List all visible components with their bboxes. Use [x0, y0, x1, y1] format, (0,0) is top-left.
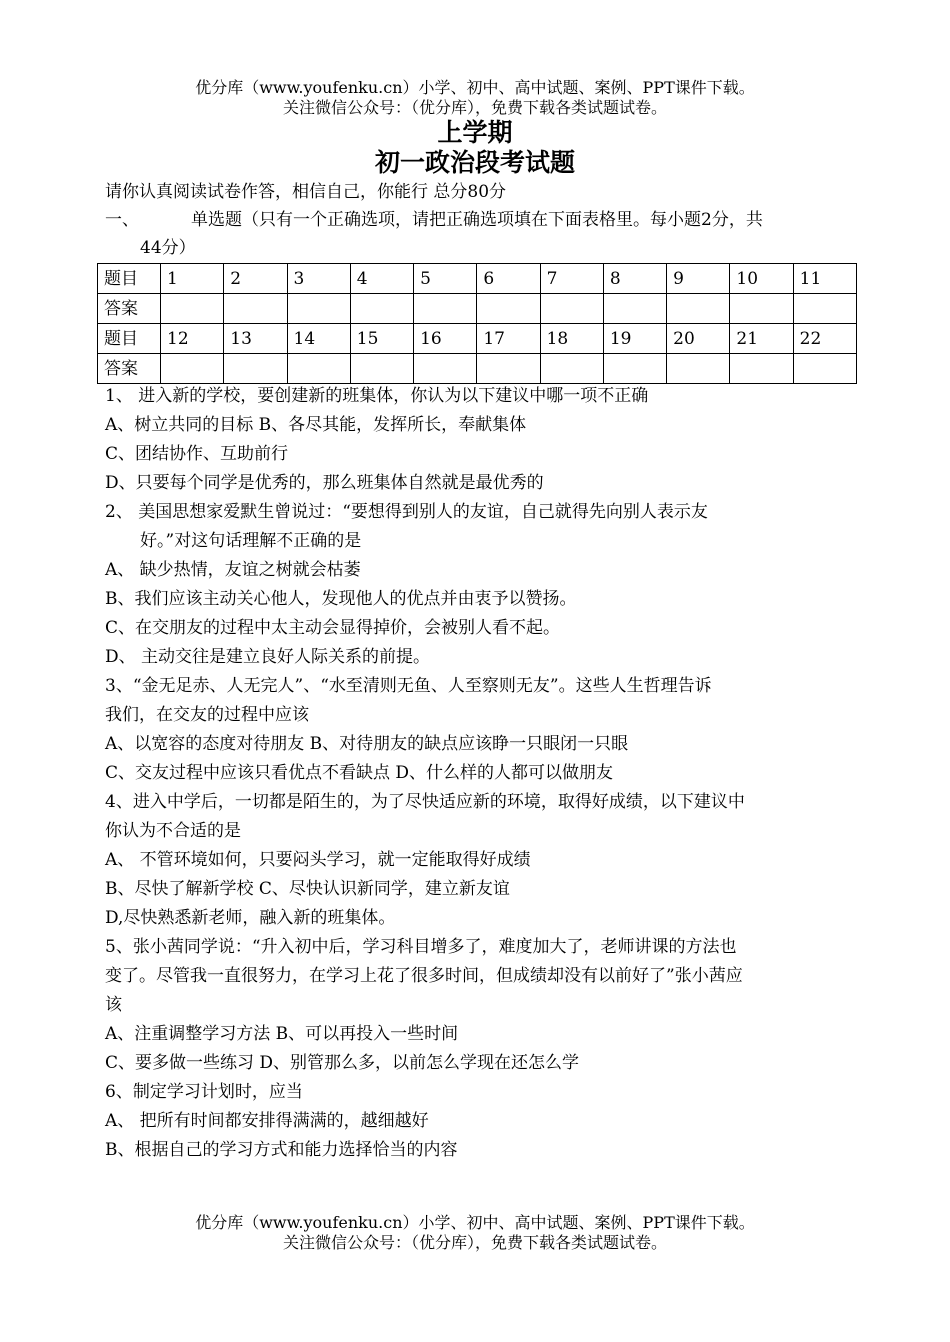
- table-cell: 3: [287, 264, 350, 294]
- question-line: D、 主动交往是建立良好人际关系的前提。: [105, 647, 431, 667]
- section-heading: [105, 206, 763, 234]
- question-line: A、以宽容的态度对待朋友 B、对待朋友的缺点应该睁一只眼闭一只眼: [105, 734, 629, 754]
- page-header: [0, 78, 950, 118]
- question-line: D、只要每个同学是优秀的，那么班集体自然就是最优秀的: [105, 473, 544, 493]
- table-label-question: 题目: [98, 324, 161, 354]
- footer-line-1: 优分库（www.youfenku.cn）小学、初中、高中试题、案例、PPT课件下载。: [195, 1213, 755, 1232]
- answer-cell[interactable]: [667, 354, 730, 384]
- footer-line-2: 关注微信公众号：（优分库），免费下载各类试题试卷。: [282, 1233, 667, 1252]
- answer-cell[interactable]: [224, 294, 287, 324]
- table-cell: 10: [730, 264, 793, 294]
- table-label-answer: 答案: [98, 294, 161, 324]
- table-cell: 1: [161, 264, 224, 294]
- table-label-answer: 答案: [98, 354, 161, 384]
- question-line: D,尽快熟悉新老师，融入新的班集体。: [105, 908, 396, 928]
- question-line: 你认为不合适的是: [105, 821, 241, 841]
- answer-cell[interactable]: [730, 354, 793, 384]
- question-line: 5、张小茜同学说：“升入初中后，学习科目增多了，难度加大了，老师讲课的方法也: [105, 937, 737, 957]
- section-instructions-cont: 44分）: [140, 238, 196, 258]
- table-cell: 17: [477, 324, 540, 354]
- table-cell: 6: [477, 264, 540, 294]
- table-row: [98, 324, 857, 354]
- question-line: B、尽快了解新学校 C、尽快认识新同学，建立新友谊: [105, 879, 510, 899]
- answer-cell[interactable]: [414, 354, 477, 384]
- section-number: 一、: [105, 210, 139, 230]
- table-cell: 19: [603, 324, 666, 354]
- answer-cell[interactable]: [414, 294, 477, 324]
- page-subtitle: 初一政治段考试题: [374, 148, 575, 177]
- answer-cell[interactable]: [730, 294, 793, 324]
- answer-cell[interactable]: [793, 294, 856, 324]
- answer-cell[interactable]: [350, 294, 413, 324]
- question-line: A、 把所有时间都安排得满满的，越细越好: [105, 1111, 429, 1131]
- table-cell: 13: [224, 324, 287, 354]
- question-line: A、 缺少热情，友谊之树就会枯萎: [105, 560, 361, 580]
- table-cell: 16: [414, 324, 477, 354]
- table-cell: 20: [667, 324, 730, 354]
- table-cell: 14: [287, 324, 350, 354]
- table-cell: 8: [603, 264, 666, 294]
- question-line: A、 不管环境如何，只要闷头学习，就一定能取得好成绩: [105, 850, 531, 870]
- answer-cell[interactable]: [540, 294, 603, 324]
- question-line: B、根据自己的学习方式和能力选择恰当的内容: [105, 1140, 458, 1160]
- answer-table: [97, 263, 857, 384]
- table-row: [98, 264, 857, 294]
- answer-cell[interactable]: [224, 354, 287, 384]
- table-cell: 15: [350, 324, 413, 354]
- table-row: [98, 354, 857, 384]
- question-line: 2、 美国思想家爱默生曾说过：“要想得到别人的友谊，自己就得先向别人表示友: [105, 502, 708, 522]
- table-cell: 4: [350, 264, 413, 294]
- header-line-1: 优分库（www.youfenku.cn）小学、初中、高中试题、案例、PPT课件下载。: [195, 78, 755, 97]
- answer-cell[interactable]: [287, 354, 350, 384]
- question-line: 4、进入中学后，一切都是陌生的，为了尽快适应新的环境，取得好成绩，以下建议中: [105, 792, 745, 812]
- question-line: 好。”对这句话理解不正确的是: [140, 531, 362, 551]
- table-cell: 5: [414, 264, 477, 294]
- answer-cell[interactable]: [540, 354, 603, 384]
- answer-cell[interactable]: [350, 354, 413, 384]
- answer-cell[interactable]: [161, 294, 224, 324]
- answer-cell[interactable]: [603, 294, 666, 324]
- header-line-2: 关注微信公众号：（优分库），免费下载各类试题试卷。: [282, 98, 667, 117]
- table-cell: 18: [540, 324, 603, 354]
- table-cell: 9: [667, 264, 730, 294]
- question-line: A、树立共同的目标 B、各尽其能，发挥所长，奉献集体: [105, 415, 527, 435]
- answer-cell[interactable]: [287, 294, 350, 324]
- table-cell: 2: [224, 264, 287, 294]
- question-line: 变了。尽管我一直很努力，在学习上花了很多时间，但成绩却没有以前好了”张小茜应: [105, 966, 743, 986]
- answer-cell[interactable]: [161, 354, 224, 384]
- question-line: C、交友过程中应该只看优点不看缺点 D、什么样的人都可以做朋友: [105, 763, 614, 783]
- question-line: B、我们应该主动关心他人，发现他人的优点并由衷予以赞扬。: [105, 589, 577, 609]
- question-line: C、在交朋友的过程中太主动会显得掉价，会被别人看不起。: [105, 618, 561, 638]
- question-line: A、注重调整学习方法 B、可以再投入一些时间: [105, 1024, 459, 1044]
- answer-cell[interactable]: [477, 294, 540, 324]
- answer-cell[interactable]: [793, 354, 856, 384]
- table-cell: 7: [540, 264, 603, 294]
- question-line: C、要多做一些练习 D、别管那么多，以前怎么学现在还怎么学: [105, 1053, 580, 1073]
- answer-cell[interactable]: [477, 354, 540, 384]
- answer-cell[interactable]: [667, 294, 730, 324]
- question-line: 6、制定学习计划时，应当: [105, 1082, 303, 1102]
- question-line: 3、“金无足赤、人无完人”、“水至清则无鱼、人至察则无友”。这些人生哲理告诉: [105, 676, 712, 696]
- section-instructions: 单选题（只有一个正确选项，请把正确选项填在下面表格里。每小题2分，共: [191, 210, 763, 230]
- answer-cell[interactable]: [603, 354, 666, 384]
- question-line: C、团结协作、互助前行: [105, 444, 289, 464]
- table-cell: 22: [793, 324, 856, 354]
- page-title: 上学期: [437, 118, 513, 147]
- question-line: 我们，在交友的过程中应该: [105, 705, 309, 725]
- table-cell: 11: [793, 264, 856, 294]
- question-line: 1、 进入新的学校，要创建新的班集体，你认为以下建议中哪一项不正确: [105, 386, 649, 406]
- question-line: 该: [105, 995, 122, 1015]
- table-label-question: 题目: [98, 264, 161, 294]
- intro-text: 请你认真阅读试卷作答，相信自己，你能行 总分80分: [105, 182, 507, 202]
- table-cell: 12: [161, 324, 224, 354]
- table-cell: 21: [730, 324, 793, 354]
- table-row: [98, 294, 857, 324]
- page-footer: [0, 1213, 950, 1253]
